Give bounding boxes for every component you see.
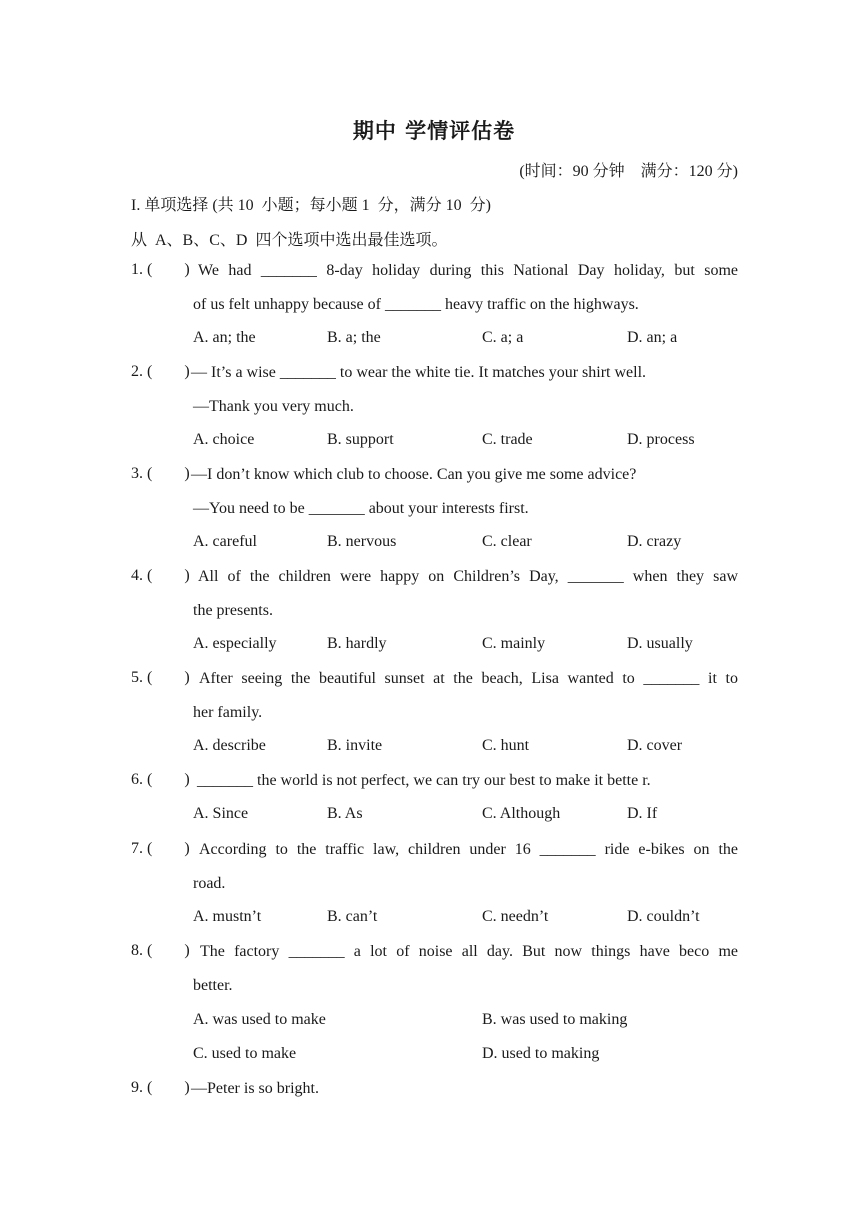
page-title: 期中 学情评估卷 [352, 119, 516, 143]
option-a: A. an; the [193, 329, 256, 346]
question-number: 4. ( ) [131, 567, 190, 584]
question-text: All of the children were happy on Children’s Day, _______ when they saw [198, 568, 738, 585]
question-text: better. [193, 977, 233, 994]
question-text: According to the traffic law, children under 16 _______ ride e-bikes on the [199, 841, 738, 858]
question-number: 7. ( ) [131, 840, 190, 857]
question-text: — It’s a wise _______ to wear the white tie. It matches your shirt well. [191, 364, 647, 381]
option-b: B. As [327, 805, 363, 822]
option-a: A. mustn’t [193, 908, 262, 925]
option-b: B. nervous [327, 533, 397, 550]
option-d: D. crazy [627, 533, 682, 550]
option-c: C. trade [482, 431, 533, 448]
option-a: A. choice [193, 431, 255, 448]
question-text: road. [193, 875, 226, 892]
option-b: B. support [327, 431, 394, 448]
option-b: B. was used to making [482, 1011, 628, 1028]
question-text: We had _______ 8-day holiday during this National Day holiday, but some [198, 262, 738, 279]
option-c: C. mainly [482, 635, 546, 652]
option-c: C. needn’t [482, 908, 549, 925]
option-a: A. especially [193, 635, 277, 652]
question-text: —Peter is so bright. [191, 1080, 319, 1097]
option-a: A. Since [193, 805, 249, 822]
section-heading: I. 单项选择 (共 10 小题；每小题 1 分，满分 10 分) [131, 197, 491, 214]
option-b: B. a; the [327, 329, 381, 346]
option-d: D. an; a [627, 329, 678, 346]
question-text: —I don’t know which club to choose. Can you give me some advice? [191, 466, 637, 483]
question-number: 1. ( ) [131, 261, 190, 278]
option-d: D. usually [627, 635, 693, 652]
option-d: D. used to making [482, 1045, 600, 1062]
question-text: —Thank you very much. [193, 398, 354, 415]
question-number: 6. ( ) [131, 771, 190, 788]
question-text: of us felt unhappy because of _______ heavy traffic on the highways. [193, 296, 639, 313]
question-text: _______ the world is not perfect, we can try our best to make it bette r. [193, 772, 651, 789]
question-number: 2. ( ) [131, 363, 190, 380]
question-number: 5. ( ) [131, 669, 190, 686]
question-text: After seeing the beautiful sunset at the beach, Lisa wanted to _______ it to [199, 670, 738, 687]
question-text: her family. [193, 704, 263, 721]
option-a: A. describe [193, 737, 266, 754]
option-d: D. cover [627, 737, 683, 754]
option-d: D. process [627, 431, 695, 448]
option-c: C. used to make [193, 1045, 297, 1062]
question-number: 3. ( ) [131, 465, 190, 482]
option-c: C. hunt [482, 737, 530, 754]
option-c: C. a; a [482, 329, 524, 346]
question-text: The factory _______ a lot of noise all day. But now things have beco me [200, 943, 738, 960]
exam-meta: (时间：90 分钟 满分：120 分) [519, 163, 738, 180]
section-instruction: 从 A、B、C、D 四个选项中选出最佳选项。 [131, 232, 448, 249]
option-b: B. hardly [327, 635, 387, 652]
option-b: B. invite [327, 737, 383, 754]
option-d: D. couldn’t [627, 908, 700, 925]
option-b: B. can’t [327, 908, 378, 925]
option-a: A. careful [193, 533, 257, 550]
question-number: 8. ( ) [131, 942, 190, 959]
question-text: —You need to be _______ about your interests first. [193, 500, 529, 517]
option-d: D. If [627, 805, 658, 822]
question-text: the presents. [193, 602, 273, 619]
option-c: C. Although [482, 805, 561, 822]
question-number: 9. ( ) [131, 1079, 190, 1096]
option-c: C. clear [482, 533, 532, 550]
option-a: A. was used to make [193, 1011, 326, 1028]
